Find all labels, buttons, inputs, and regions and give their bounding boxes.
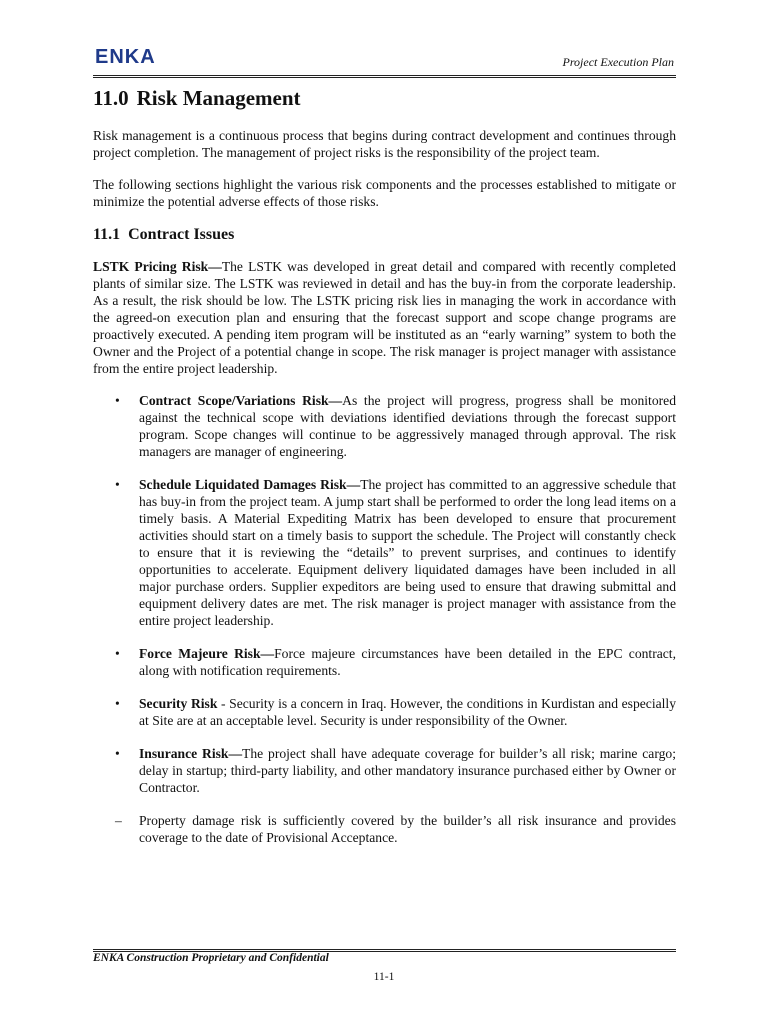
bullet-label: Schedule Liquidated Damages Risk— (139, 477, 361, 493)
page-content (93, 86, 676, 862)
intro-paragraph-1: Risk management is a continuous process that begins during contract development and continues through project completion. The management of project risks is the responsibility of the project team. (93, 128, 676, 161)
subsection-number: 11.1 (93, 226, 121, 244)
subsection-title: Contract Issues (128, 226, 235, 244)
section-heading (93, 86, 676, 111)
bullet-marker: • (115, 696, 120, 712)
list-item (93, 392, 676, 460)
bullet-label: Contract Scope/Variations Risk— (139, 393, 343, 409)
bullet-label: Insurance Risk— (139, 746, 243, 762)
lstk-paragraph (93, 258, 676, 377)
list-item (93, 812, 676, 846)
bullet-marker: • (115, 393, 120, 409)
bullet-marker: • (115, 746, 120, 762)
bullet-text: The project shall have adequate coverage for builder’s all risk; marine cargo; delay in startup; third-party liability, and other mandatory insurance purchased either by Owner or Contractor. (139, 746, 676, 796)
bullet-text: Property damage risk is sufficiently covered by the builder’s all risk insurance and provides coverage to the date of Provisional Acceptance. (139, 813, 676, 846)
bullet-text: The project has committed to an aggressive schedule that has buy-in from the project team. A jump start shall be performed to order the long lead items on a timely basis. A Material Expediting Matrix has been developed to ensure that procurement activities should start on a timely basis to support the schedule. The Project will constantly check to ensure that it is reviewing the “details” to prevent surprises, and continues to identify opportunities to accelerate. Equipment delivery liquidated damages have been included in all major purchase orders. Supplier expeditors are being used to ensure that drawing submittal and equipment delivery dates are met. The risk manager is project manager with assistance from the entire project leadership. (139, 477, 676, 629)
header-doc-title: Project Execution Plan (562, 55, 674, 69)
bullet-text: - Security is a concern in Iraq. However, the conditions in Kurdistan and especially at Site are at an acceptable level. Security is under responsibility of the Owner. (139, 696, 676, 729)
header-divider (93, 75, 676, 78)
lstk-text: The LSTK was developed in great detail and compared with recently completed plants of similar size. The LSTK was reviewed in detail and has the buy-in from the corporate leadership. As a result, the risk should be low. The LSTK pricing risk lies in managing the work in accordance with the agreed-on execution plan and ensuring that the forecast support and scope change programs are proactively executed. A pending item program will be instituted as an “early warning” system to both the Owner and the Project of a potential change in scope. The risk manager is project manager with assistance from the entire project leadership. (93, 259, 676, 377)
list-item (93, 645, 676, 679)
intro-paragraph-2: The following sections highlight the various risk components and the processes established to mitigate or minimize the potential adverse effects of those risks. (93, 177, 676, 210)
list-item (93, 745, 676, 796)
risk-list (93, 392, 676, 846)
bullet-label: Force Majeure Risk— (139, 646, 275, 662)
section-title: Risk Management (136, 86, 301, 110)
footer-confidential: ENKA Construction Proprietary and Confidential (93, 952, 329, 964)
bullet-text: As the project will progress, progress shall be monitored against the technical scope with deviations identified deviations through the forecast support program. Scope changes will continue to be aggressively managed through approval. The risk managers are manager of engineering. (139, 393, 676, 460)
bullet-text: Force majeure circumstances have been detailed in the EPC contract, along with notification requirements. (139, 646, 676, 679)
bullet-marker: • (115, 646, 120, 662)
enka-logo: ENKA (95, 46, 156, 68)
page-number: 11-1 (373, 971, 395, 983)
list-item (93, 695, 676, 729)
lstk-label: LSTK Pricing Risk— (93, 259, 222, 275)
list-item (93, 476, 676, 629)
dash-marker: – (115, 813, 122, 829)
section-number: 11.0 (93, 86, 129, 110)
bullet-label: Security Risk (139, 696, 218, 712)
subsection-heading (93, 225, 676, 244)
bullet-marker: • (115, 477, 120, 493)
